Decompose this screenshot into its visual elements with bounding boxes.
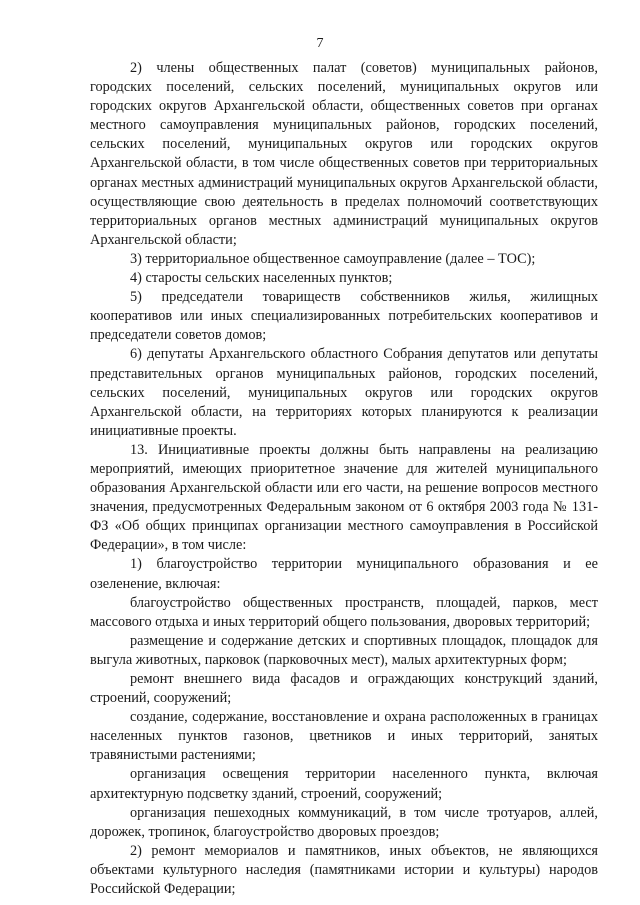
paragraph-2-memorials: 2) ремонт мемориалов и памятников, иных объектов, не являющихся объектами культурного наследия (памятниками истории и культуры) народов Российской Федерации; bbox=[90, 842, 598, 898]
paragraph-pedestrian: организация пешеходных коммуникаций, в том числе тротуаров, аллей, дорожек, тропинок, благоустройство дворовых проездов; bbox=[90, 804, 598, 840]
paragraph-2-public-chambers: 2) члены общественных палат (советов) муниципальных районов, городских поселений, сельских поселений, муниципальных округов или городских округов Архангельской области, общественных советов при органах местного самоуправления муниципальных районов, городских поселений, сельских поселений, муниципальных округов или городских округов Архангельской области, в том числе общественных советов при территориальных органах местных администраций муниципальных округов Архангельской области, осуществляющие свою деятельность в пределах полномочий соответствующих территориальных органов местных администраций муниципальных округов Архангельской области; bbox=[90, 60, 598, 248]
paragraph-playgrounds: размещение и содержание детских и спортивных площадок, площадок для выгула животных, парковок (парковочных мест), малых архитектурных форм; bbox=[90, 632, 598, 668]
paragraph-public-spaces: благоустройство общественных пространств, площадей, парков, мест массового отдыха и иных территорий общего пользования, дворовых территорий; bbox=[90, 594, 598, 630]
page-number: 7 bbox=[316, 36, 324, 51]
document-body bbox=[90, 59, 598, 899]
paragraph-5-hoa-chairs: 5) председатели товариществ собственников жилья, жилищных кооперативов или иных специализированных потребительских кооперативов и председатели советов домов; bbox=[90, 289, 598, 344]
paragraph-4-village-heads: 4) старосты сельских населенных пунктов; bbox=[130, 270, 393, 287]
paragraph-13-initiative-projects: 13. Инициативные проекты должны быть направлены на реализацию мероприятий, имеющих приоритетное значение для жителей муниципального образования Архангельской области или его части, на решение вопросов местного значения, предусмотренных Федеральным законом от 6 октября 2003 года № 131-ФЗ «Об общих принципах организации местного самоуправления в Российской Федерации», в том числе: bbox=[90, 441, 598, 554]
paragraph-lawns: создание, содержание, восстановление и охрана расположенных в границах населенных пунктов газонов, цветников и иных территорий, занятых травянистыми растениями; bbox=[90, 709, 598, 764]
paragraph-facades: ремонт внешнего вида фасадов и ограждающих конструкций зданий, строений, сооружений; bbox=[90, 671, 598, 707]
paragraph-6-deputies: 6) депутаты Архангельского областного Собрания депутатов или депутаты представительных органов муниципальных районов, городских поселений, сельских поселений, муниципальных округов или городских округов Архангельской области, на территориях которых планируются к реализации инициативные проекты. bbox=[90, 346, 598, 439]
paragraph-3-tos: 3) территориальное общественное самоуправление (далее – ТОС); bbox=[130, 250, 536, 267]
paragraph-1-landscaping: 1) благоустройство территории муниципального образования и ее озеленение, включая: bbox=[90, 556, 598, 592]
paragraph-lighting: организация освещения территории населенного пункта, включая архитектурную подсветку зданий, строений, сооружений; bbox=[90, 766, 598, 802]
